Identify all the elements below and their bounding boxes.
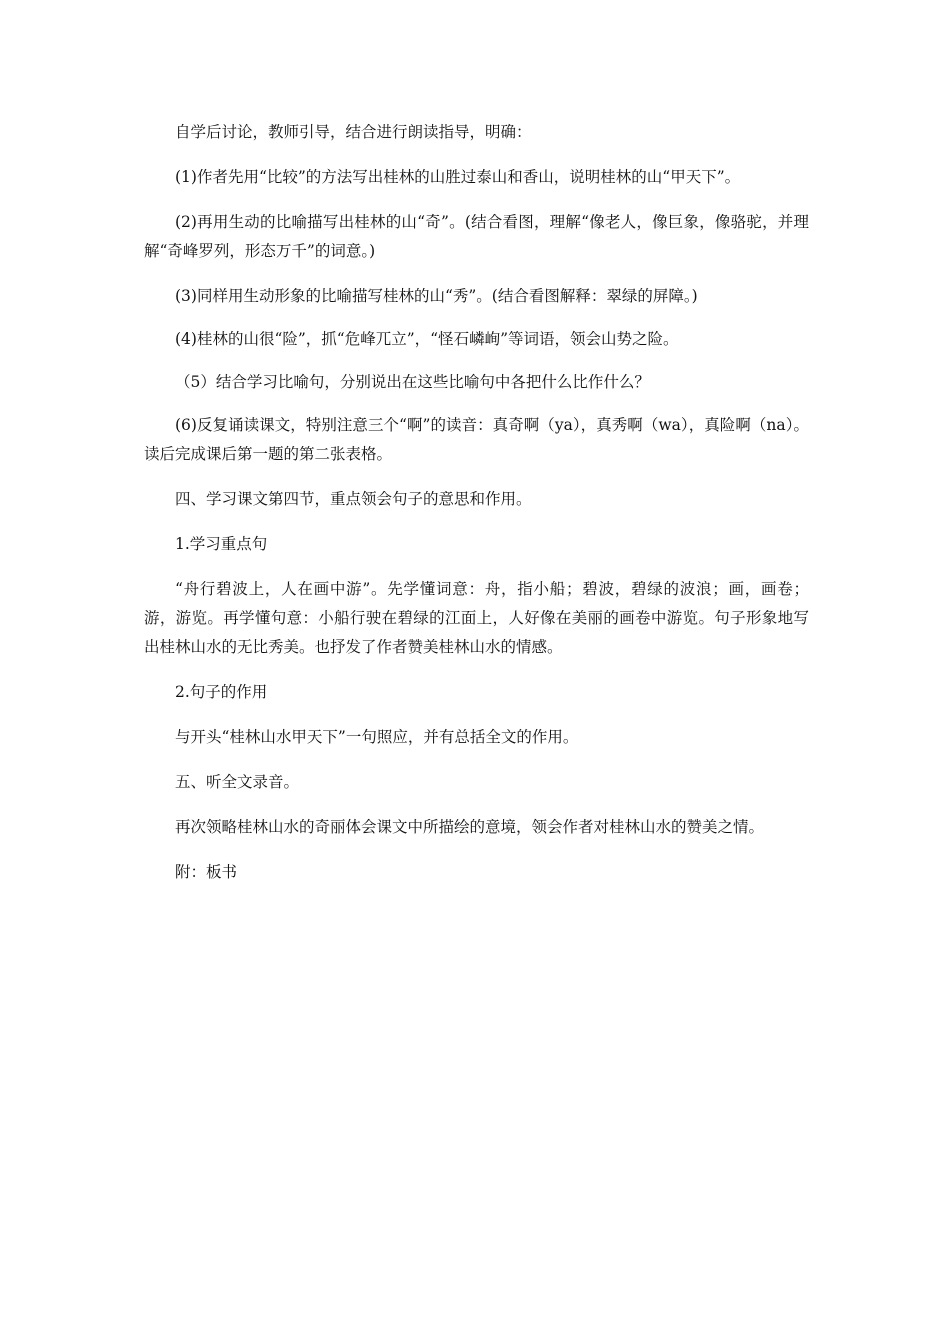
section-heading-4: 四、学习课文第四节，重点领会句子的意思和作用。 xyxy=(175,490,532,508)
document-page xyxy=(144,118,809,903)
paragraph-point-3: (3)同样用生动形象的比喻描写桂林的山“秀”。(结合看图解释：翠绿的屏障。) xyxy=(175,287,698,305)
subheading-sentence-function: 2.句子的作用 xyxy=(175,683,268,701)
paragraph-appendix: 附：板书 xyxy=(175,863,238,881)
paragraph-appreciation: 再次领略桂林山水的奇丽体会课文中所描绘的意境，领会作者对桂林山水的赞美之情。 xyxy=(175,818,765,836)
paragraph-key-sentence: “舟行碧波上，人在画中游”。先学懂词意：舟，指小船；碧波，碧绿的波浪；画，画卷；游，游览。再学懂句意：小船行驶在碧绿的江面上，人好像在美丽的画卷中游览。句子形象地写出桂林山水的无比秀美。也抒发了作者赞美桂林山水的情感。 xyxy=(144,580,809,656)
paragraph-sentence-function: 与开头“桂林山水甲天下”一句照应，并有总括全文的作用。 xyxy=(175,728,579,746)
paragraph-point-5: （5）结合学习比喻句，分别说出在这些比喻句中各把什么比作什么？ xyxy=(175,373,650,391)
paragraph-point-2: (2)再用生动的比喻描写出桂林的山“奇”。(结合看图，理解“像老人，像巨象，像骆驼，并理解“奇峰罗列，形态万千”的词意。) xyxy=(144,213,809,260)
paragraph-point-4: (4)桂林的山很“险”，抓“危峰兀立”，“怪石嶙峋”等词语，领会山势之险。 xyxy=(175,330,679,348)
paragraph-point-6: (6)反复诵读课文，特别注意三个“啊”的读音：真奇啊（ya），真秀啊（wa），真险啊（na）。读后完成课后第一题的第二张表格。 xyxy=(144,416,809,463)
section-heading-5: 五、听全文录音。 xyxy=(175,773,300,791)
paragraph-point-1: (1)作者先用“比较”的方法写出桂林的山胜过泰山和香山，说明桂林的山“甲天下”。 xyxy=(175,168,741,186)
paragraph-intro: 自学后讨论，教师引导，结合进行朗读指导，明确： xyxy=(175,123,532,141)
subheading-key-sentence: 1.学习重点句 xyxy=(175,535,268,553)
